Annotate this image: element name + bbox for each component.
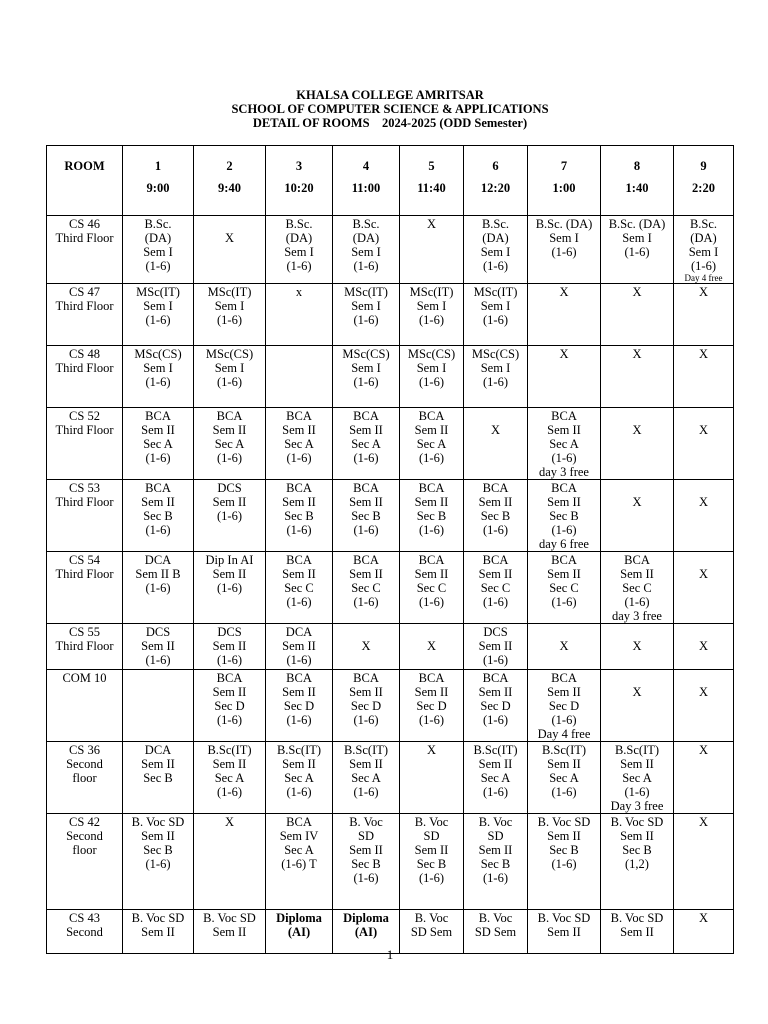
schedule-cell-text: BCA Sem II Sec A (1-6) — [414, 409, 449, 465]
schedule-cell-text: BCA Sem II Sec C (1-6) — [414, 553, 449, 609]
schedule-cell — [464, 408, 528, 480]
schedule-cell — [601, 624, 674, 670]
schedule-cell-text: MSc(CS) Sem I (1-6) — [471, 347, 520, 389]
schedule-cell-text: X — [698, 815, 709, 829]
schedule-cell — [333, 346, 400, 408]
schedule-cell — [674, 480, 734, 552]
schedule-cell — [674, 284, 734, 346]
schedule-cell-text: DCS Sem II (1-6) — [212, 481, 247, 523]
schedule-cell — [674, 408, 734, 480]
table-row — [47, 742, 734, 814]
schedule-cell — [123, 814, 194, 910]
schedule-cell-text: BCA Sem II Sec C (1-6) — [349, 553, 383, 609]
schedule-cell-text: BCA Sem II Sec A (1-6) day 3 free — [539, 409, 589, 479]
schedule-cell-text: DCA Sem II Sec B — [141, 743, 175, 785]
room-label: CS 42 Second floor — [66, 815, 103, 857]
period-header-7 — [528, 146, 601, 216]
schedule-cell — [333, 216, 400, 284]
schedule-cell-text: B.Sc(IT) Sem II Sec A (1-6) — [207, 743, 252, 799]
room-cell — [47, 552, 123, 624]
schedule-cell — [123, 408, 194, 480]
schedule-cell — [266, 552, 333, 624]
schedule-cell — [266, 346, 333, 408]
period-time: 11:40 — [417, 181, 446, 195]
schedule-cell-text: X — [632, 639, 642, 653]
schedule-cell-text: X — [698, 347, 709, 361]
schedule-cell — [528, 480, 601, 552]
schedule-cell — [400, 346, 464, 408]
schedule-cell — [333, 408, 400, 480]
room-column-header: ROOM — [47, 146, 123, 216]
schedule-cell — [601, 408, 674, 480]
room-cell — [47, 284, 123, 346]
schedule-cell — [194, 814, 266, 910]
table-row — [47, 814, 734, 910]
room-cell — [47, 814, 123, 910]
period-number: 7 — [560, 159, 568, 173]
schedule-cell — [400, 814, 464, 910]
schedule-cell — [464, 216, 528, 284]
schedule-cell-text: BCA Sem II Sec C (1-6) — [478, 553, 513, 609]
schedule-cell-text: B. Voc SD Sem II Sec B (1-6) — [131, 815, 185, 871]
schedule-cell-text: MSc(CS) Sem I (1-6) — [342, 347, 390, 389]
room-label: CS 47 Third Floor — [55, 285, 114, 313]
table-row — [47, 624, 734, 670]
schedule-cell-text: B. Voc SD Sem — [474, 911, 517, 939]
schedule-cell-text: B. Voc SD Sem II Sec B (1-6) — [349, 815, 383, 885]
schedule-cell-text: BCA Sem II Sec C (1-6) — [282, 553, 316, 609]
period-time: 2:20 — [692, 181, 715, 195]
room-label: CS 53 Third Floor — [55, 481, 114, 509]
table-row — [47, 552, 734, 624]
schedule-cell — [464, 552, 528, 624]
schedule-cell-text: MSc(CS) Sem I (1-6) — [205, 347, 254, 389]
period-header-8 — [601, 146, 674, 216]
schedule-cell — [601, 284, 674, 346]
schedule-cell-text: DCA Sem II (1-6) — [282, 625, 316, 667]
period-number: 4 — [362, 159, 370, 173]
room-cell — [47, 670, 123, 742]
schedule-cell-text: x — [295, 285, 303, 299]
free-day-note: Day 4 free — [684, 273, 723, 283]
schedule-cell — [194, 742, 266, 814]
schedule-cell — [674, 216, 734, 284]
room-cell — [47, 346, 123, 408]
schedule-cell-text: X — [632, 347, 642, 361]
schedule-cell-text: BCA Sem II Sec A (1-6) — [141, 409, 175, 465]
schedule-cell — [123, 624, 194, 670]
schedule-cell-text: BCA Sem II Sec C (1-6) — [547, 553, 581, 609]
table-row — [47, 346, 734, 408]
schedule-cell-text: MSc(IT) Sem I (1-6) — [344, 285, 388, 327]
schedule-cell-text: DCS Sem II (1-6) — [478, 625, 513, 667]
table-row — [47, 284, 734, 346]
schedule-cell — [266, 480, 333, 552]
schedule-cell — [333, 480, 400, 552]
room-label: CS 36 Second floor — [66, 743, 103, 785]
schedule-cell-text: B. Voc SD Sem II Sec B (1-6) — [414, 815, 449, 885]
room-cell — [47, 624, 123, 670]
schedule-cell-text: MSc(IT) Sem I (1-6) — [409, 285, 454, 327]
schedule-cell-text: B.Sc(IT) Sem II Sec A (1-6) Day 3 free — [610, 743, 664, 813]
schedule-cell-text: Dip In AI Sem II (1-6) — [205, 553, 254, 595]
schedule-cell — [123, 284, 194, 346]
schedule-cell-text: BCA Sem II Sec D (1-6) — [414, 671, 449, 727]
schedule-cell — [674, 552, 734, 624]
schedule-cell — [601, 814, 674, 910]
schedule-cell — [194, 670, 266, 742]
schedule-cell — [266, 408, 333, 480]
table-header-row — [47, 146, 734, 216]
schedule-cell-text: BCA Sem II Sec B (1-6) — [141, 481, 175, 537]
schedule-cell-text: X — [698, 567, 709, 581]
period-number: 1 — [154, 159, 162, 173]
schedule-cell — [266, 284, 333, 346]
schedule-cell-text: BCA Sem II Sec D (1-6) — [349, 671, 383, 727]
schedule-cell-text: B. Voc SD Sem II Sec B (1-6) — [537, 815, 591, 871]
schedule-cell — [123, 670, 194, 742]
schedule-cell-text: BCA Sem II Sec D (1-6) — [282, 671, 316, 727]
table-row — [47, 408, 734, 480]
schedule-cell-text: Diploma (AI) — [276, 911, 322, 939]
schedule-cell-text: B.Sc. (DA) Sem I (1-6) — [143, 217, 173, 273]
schedule-cell-text: X — [698, 285, 709, 299]
room-label: CS 55 Third Floor — [55, 625, 114, 653]
college-name: KHALSA COLLEGE AMRITSAR — [296, 88, 484, 102]
schedule-cell — [601, 552, 674, 624]
schedule-cell-text: B.Sc. (DA) Sem I (1-6) — [535, 217, 593, 259]
room-label: COM 10 — [62, 671, 107, 685]
schedule-cell — [266, 814, 333, 910]
schedule-cell-text: X — [426, 217, 437, 231]
table-row — [47, 216, 734, 284]
schedule-cell-text: BCA Sem II Sec A (1-6) — [212, 409, 247, 465]
schedule-cell — [601, 216, 674, 284]
schedule-cell — [400, 742, 464, 814]
schedule-cell-text: B.Sc. (DA) Sem I (1-6) — [688, 217, 719, 273]
period-header-5 — [400, 146, 464, 216]
schedule-cell — [464, 284, 528, 346]
period-time: 10:20 — [284, 181, 314, 195]
schedule-cell — [464, 624, 528, 670]
schedule-cell — [333, 284, 400, 346]
room-label: CS 52 Third Floor — [55, 409, 114, 437]
period-time: 1:40 — [625, 181, 649, 195]
schedule-cell-text: BCA Sem II Sec B (1-6) — [349, 481, 383, 537]
schedule-cell-text: BCA Sem IV Sec A (1-6) T — [279, 815, 319, 871]
schedule-cell-text: B.Sc. (DA) Sem I (1-6) — [284, 217, 314, 273]
period-time: 11:00 — [351, 181, 381, 195]
schedule-cell-text: B. Voc SD Sem II Sec B (1,2) — [610, 815, 664, 871]
schedule-cell-text: B.Sc. (DA) Sem I (1-6) — [608, 217, 666, 259]
schedule-cell-text: BCA Sem II Sec B (1-6) day 6 free — [539, 481, 589, 551]
schedule-cell — [528, 670, 601, 742]
schedule-cell — [674, 670, 734, 742]
schedule-cell — [194, 552, 266, 624]
period-number: 9 — [700, 159, 707, 173]
schedule-cell-text: B.Sc. (DA) Sem I (1-6) — [480, 217, 511, 273]
period-time: 12:20 — [480, 181, 511, 195]
schedule-cell-text: X — [559, 639, 569, 653]
schedule-cell-text: BCA Sem II Sec C (1-6) day 3 free — [612, 553, 662, 623]
schedule-cell-text: X — [224, 815, 235, 829]
schedule-cell — [464, 346, 528, 408]
schedule-cell-text: X — [698, 495, 709, 509]
room-label: CS 54 Third Floor — [55, 553, 114, 581]
schedule-cell — [194, 284, 266, 346]
schedule-cell — [674, 814, 734, 910]
schedule-cell-text: MSc(IT) Sem I (1-6) — [136, 285, 180, 327]
schedule-cell-text: X — [698, 639, 709, 653]
schedule-cell — [333, 670, 400, 742]
schedule-cell — [400, 216, 464, 284]
period-header-9 — [674, 146, 734, 216]
room-cell — [47, 480, 123, 552]
period-time: 9:40 — [218, 181, 241, 195]
schedule-cell — [674, 624, 734, 670]
schedule-cell-text: X — [632, 423, 642, 437]
schedule-cell-text: BCA Sem II Sec B (1-6) — [414, 481, 449, 537]
schedule-cell — [601, 670, 674, 742]
schedule-cell — [400, 480, 464, 552]
schedule-cell — [674, 742, 734, 814]
schedule-cell — [194, 624, 266, 670]
schedule-cell-text: BCA Sem II Sec D (1-6) Day 4 free — [537, 671, 591, 741]
schedule-cell — [123, 552, 194, 624]
schedule-cell — [123, 216, 194, 284]
schedule-cell-text: X — [426, 639, 437, 653]
schedule-cell-text: B. Voc SD Sem — [410, 911, 453, 939]
room-label: CS 48 Third Floor — [55, 347, 114, 375]
schedule-cell — [528, 284, 601, 346]
schedule-cell — [333, 814, 400, 910]
document-title: DETAIL OF ROOMS 2024-2025 (ODD Semester) — [252, 116, 528, 130]
room-label: CS 43 Second — [66, 911, 103, 939]
schedule-cell — [266, 670, 333, 742]
room-cell — [47, 408, 123, 480]
period-header-4 — [333, 146, 400, 216]
schedule-cell-text: X — [559, 285, 569, 299]
schedule-cell — [464, 742, 528, 814]
period-time: 9:00 — [146, 181, 170, 195]
schedule-cell — [400, 552, 464, 624]
schedule-cell — [123, 346, 194, 408]
schedule-cell-text: X — [698, 685, 709, 699]
schedule-cell — [400, 408, 464, 480]
schedule-cell-text: X — [490, 423, 501, 437]
schedule-cell-text: Diploma (AI) — [343, 911, 389, 939]
schedule-cell — [528, 216, 601, 284]
schedule-cell — [123, 480, 194, 552]
schedule-cell-text: X — [632, 685, 642, 699]
schedule-cell — [333, 624, 400, 670]
schedule-cell — [601, 346, 674, 408]
schedule-cell — [528, 624, 601, 670]
schedule-cell-text: B. Voc SD Sem II — [610, 911, 664, 939]
schedule-cell — [464, 670, 528, 742]
schedule-cell — [601, 480, 674, 552]
schedule-cell — [528, 814, 601, 910]
schedule-cell — [266, 742, 333, 814]
schedule-cell-text: BCA Sem II Sec B (1-6) — [282, 481, 316, 537]
rooms-table — [46, 145, 734, 954]
schedule-cell-text: X — [559, 347, 569, 361]
schedule-cell-text: X — [632, 285, 642, 299]
schedule-cell-text: B.Sc(IT) Sem II Sec A (1-6) — [541, 743, 587, 799]
schedule-cell — [601, 742, 674, 814]
period-header-3 — [266, 146, 333, 216]
schedule-cell-text: B.Sc. (DA) Sem I (1-6) — [351, 217, 381, 273]
schedule-cell-text: MSc(CS) Sem I (1-6) — [407, 347, 456, 389]
schedule-cell — [266, 216, 333, 284]
room-cell — [47, 742, 123, 814]
period-header-6 — [464, 146, 528, 216]
schedule-cell-text: B.Sc(IT) Sem II Sec A (1-6) — [343, 743, 389, 799]
schedule-cell — [123, 742, 194, 814]
schedule-cell-text: B. Voc SD Sem II — [131, 911, 185, 939]
school-name: SCHOOL OF COMPUTER SCIENCE & APPLICATIONS — [231, 102, 549, 116]
period-number: 2 — [226, 159, 233, 173]
table-row — [47, 480, 734, 552]
schedule-cell-text: X — [632, 495, 642, 509]
table-row — [47, 670, 734, 742]
period-number: 6 — [492, 159, 499, 173]
schedule-cell-text: B.Sc(IT) Sem II Sec A (1-6) — [276, 743, 322, 799]
period-time: 1:00 — [552, 181, 576, 195]
schedule-cell-text: DCA Sem II B (1-6) — [135, 553, 181, 595]
schedule-cell — [528, 552, 601, 624]
schedule-cell — [400, 624, 464, 670]
schedule-cell-text: BCA Sem II Sec B (1-6) — [478, 481, 513, 537]
schedule-cell — [464, 480, 528, 552]
schedule-cell-text: BCA Sem II Sec D (1-6) — [478, 671, 513, 727]
schedule-cell-text: X — [224, 231, 235, 245]
schedule-cell-text: BCA Sem II Sec D (1-6) — [212, 671, 247, 727]
period-number: 8 — [633, 159, 641, 173]
schedule-cell-text: DCS Sem II (1-6) — [141, 625, 175, 667]
schedule-cell — [333, 742, 400, 814]
schedule-cell — [674, 346, 734, 408]
period-number: 3 — [295, 159, 303, 173]
schedule-cell — [464, 814, 528, 910]
schedule-cell-text: X — [698, 423, 709, 437]
schedule-cell-text: B. Voc SD Sem II Sec B (1-6) — [478, 815, 513, 885]
schedule-cell — [194, 346, 266, 408]
schedule-cell — [333, 552, 400, 624]
schedule-cell-text: X — [361, 639, 371, 653]
schedule-cell-text: BCA Sem II Sec A (1-6) — [282, 409, 316, 465]
period-header-1 — [123, 146, 194, 216]
schedule-cell — [528, 742, 601, 814]
schedule-cell — [528, 346, 601, 408]
schedule-cell-text: X — [698, 911, 709, 925]
schedule-cell-text: X — [426, 743, 437, 757]
page-number: 1 — [386, 947, 394, 962]
schedule-cell — [400, 670, 464, 742]
schedule-cell — [400, 284, 464, 346]
schedule-cell-text: B.Sc(IT) Sem II Sec A (1-6) — [473, 743, 518, 799]
room-label: CS 46 Third Floor — [55, 217, 114, 245]
schedule-cell-text: B. Voc SD Sem II — [537, 911, 591, 939]
schedule-cell-text: X — [698, 743, 709, 757]
schedule-cell — [194, 408, 266, 480]
schedule-cell-text: DCS Sem II (1-6) — [212, 625, 247, 667]
period-number: 5 — [428, 159, 435, 173]
schedule-cell — [266, 624, 333, 670]
schedule-cell-text: BCA Sem II Sec A (1-6) — [349, 409, 383, 465]
room-cell — [47, 216, 123, 284]
document-header — [0, 88, 768, 130]
schedule-cell-text: MSc(IT) Sem I (1-6) — [473, 285, 518, 327]
schedule-cell-text: MSc(CS) Sem I (1-6) — [134, 347, 182, 389]
schedule-cell-text: B. Voc SD Sem II — [203, 911, 256, 939]
schedule-cell — [194, 480, 266, 552]
schedule-cell — [528, 408, 601, 480]
period-header-2 — [194, 146, 266, 216]
schedule-cell — [194, 216, 266, 284]
schedule-cell-text: MSc(IT) Sem I (1-6) — [207, 285, 252, 327]
